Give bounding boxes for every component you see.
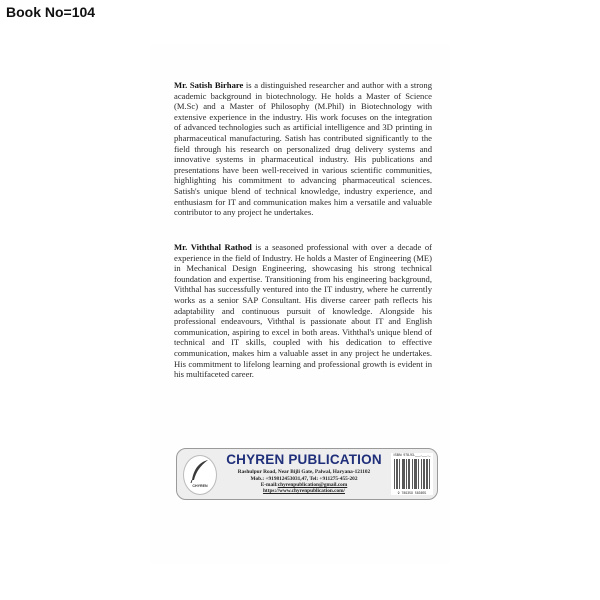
author-bio-text: is a distinguished researcher and author with a strong academic background in biotechnology. He holds a Master of Science (M.Sc) and a Master of Philosophy (M.Phil) in Biotechnology with extensive experience in the industry. His work focuses on the integration of advanced technologies such as artificial intelligence and 3D printing in pharmaceutical manufacturing. Satish has contributed significantly to the field through his research on personalized drug delivery systems and innovative systems in pharmaceutical industry. His publications and presentations have been well-received in various scientific communities, highlighting his commitment to advancing pharmaceutical sciences. Satish's unique blend of technical knowledge, industry experience, and enthusiasm for IT and communication makes him a versatile and valuable contributor to any project he undertakes. xyxy=(174,80,432,218)
isbn-barcode xyxy=(391,453,433,495)
publisher-logo xyxy=(183,455,217,495)
author-bio-satish xyxy=(174,80,432,218)
logo-text: CHYREN xyxy=(192,484,208,488)
barcode-icon xyxy=(394,459,430,489)
author-name: Mr. Satish Birhare xyxy=(174,80,244,90)
website-link[interactable]: https://www.chyrenpublication.com/ xyxy=(262,488,345,494)
publisher-name: CHYREN PUBLICATION xyxy=(226,452,382,467)
author-name: Mr. Viththal Rathod xyxy=(174,242,252,252)
isbn-label: ISBN: 978-93-___-___-_ xyxy=(393,453,431,457)
publisher-footer xyxy=(176,448,438,500)
author-bio-viththal xyxy=(174,242,432,380)
publisher-website xyxy=(221,488,387,494)
email-link[interactable]: chyrenpublication@gmail.com xyxy=(277,482,348,488)
book-number: Book No=104 xyxy=(6,4,96,20)
back-cover xyxy=(150,44,450,564)
publisher-email: E-mail:chyrenpublication@gmail.com xyxy=(260,482,348,488)
quill-icon xyxy=(188,458,212,484)
author-bio-text: is a seasoned professional with over a decade of experience in the field of Industry. He holds a Master of Engineering (ME) in Mechanical Design Engineering, showcasing his strong technical foundation and expertise. Transitioning from his engineering background, Viththal has successfully ventured into the IT industry, where he currently works as a senior SAP Consultant. His diverse career path reflects his adaptability and continuous pursuit of knowledge. Alongside his professional endeavours, Viththal is passionate about IT and English communication, aspiring to excel in both areas. Viththal's unique blend of technical and IT skills, coupled with his dedication to effective communication, makes him a valuable asset in any project he undertakes. His commitment to lifelong learning and professional growth is evident in his multifaceted career. xyxy=(174,242,433,380)
barcode-digits: 9 789359 583655 xyxy=(397,491,427,495)
publisher-phone: Mob.: +919812453031,47, Tel: +911275-455-202 xyxy=(250,476,358,482)
publisher-address: Rashulpur Road, Near Bijli Gate, Palwal, Haryana-121102 xyxy=(237,469,371,475)
